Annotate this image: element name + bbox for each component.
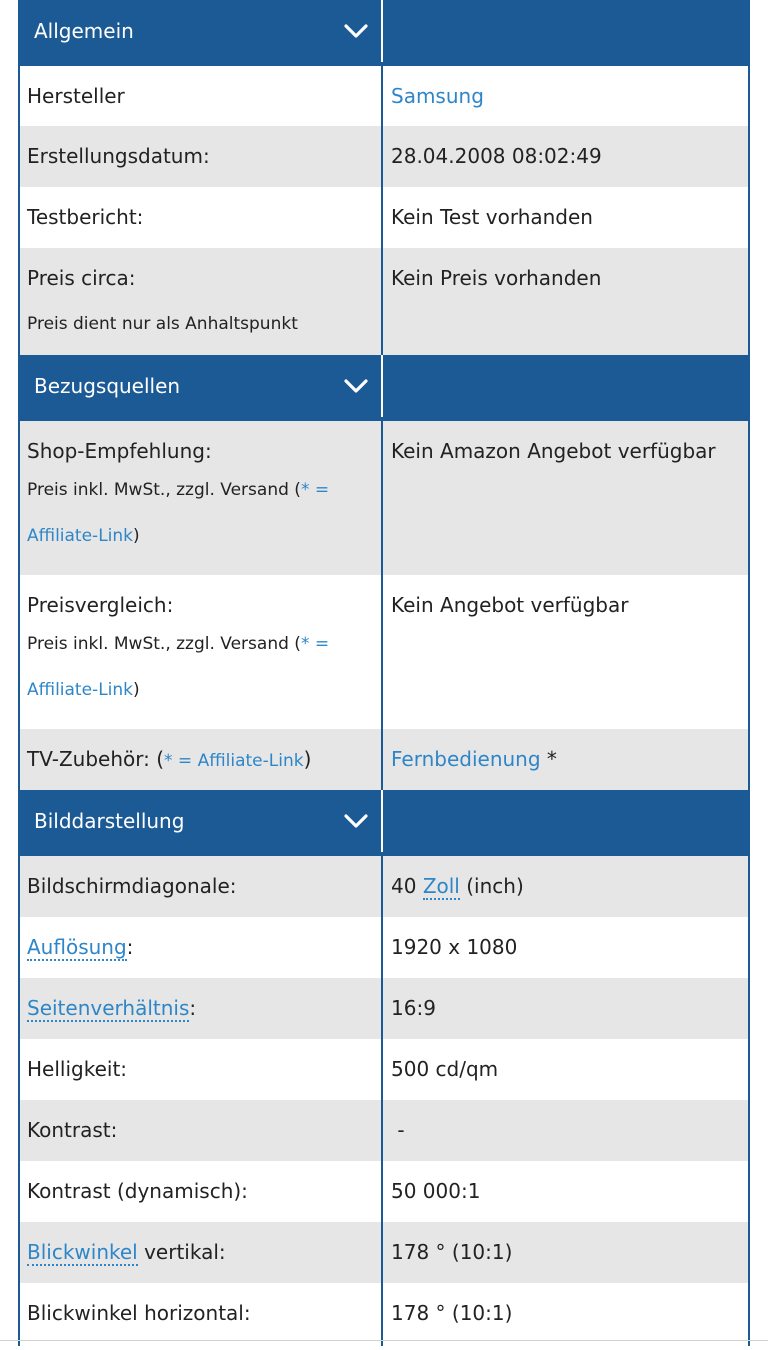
row-value (383, 856, 748, 917)
table-row (20, 1161, 748, 1222)
row-label-cell (20, 421, 383, 575)
row-label: Erstellungsdatum: (20, 126, 383, 187)
row-value: 178 ° (10:1) (391, 1301, 513, 1325)
row-label: Shop-Empfehlung: (27, 439, 212, 463)
section-header-bezugsquellen[interactable] (20, 355, 748, 421)
section-header-left (20, 355, 383, 417)
note-text: ) (133, 526, 140, 546)
row-label: Preisvergleich: (27, 593, 174, 617)
section-header-right (383, 355, 748, 417)
row-label-cell (20, 575, 383, 729)
manufacturer-link[interactable]: Samsung (391, 84, 484, 108)
row-label (20, 978, 383, 1039)
note-text: ) (133, 680, 140, 700)
section-header-left (20, 790, 383, 852)
aufloesung-link[interactable]: Auflösung (27, 935, 127, 959)
row-label: Preis circa: (27, 266, 136, 290)
section-header-left (20, 0, 383, 62)
row-value (383, 729, 748, 790)
row-label: Helligkeit: (20, 1039, 383, 1100)
chevron-down-icon[interactable] (343, 373, 369, 399)
label-text: : (126, 935, 134, 959)
row-value: Kein Angebot verfügbar (391, 593, 629, 617)
note-text: Preis inkl. MwSt., zzgl. Versand ( (27, 634, 301, 654)
row-value: 1920 x 1080 (391, 935, 518, 959)
section-header-allgemein[interactable] (20, 0, 748, 66)
row-label: Hersteller (20, 66, 383, 126)
chevron-down-icon[interactable] (343, 808, 369, 834)
table-row (20, 729, 748, 790)
label-text: ) (303, 747, 312, 771)
section-title: Bezugsquellen (34, 374, 181, 398)
value-text: (inch) (459, 874, 524, 898)
value-text: * (540, 747, 557, 771)
table-row (20, 66, 748, 126)
row-label (20, 917, 383, 978)
row-value: 16:9 (391, 996, 436, 1020)
row-label: Bildschirmdiagonale: (20, 856, 383, 917)
row-label: Kontrast (dynamisch): (20, 1161, 383, 1222)
blickwinkel-link[interactable]: Blickwinkel (27, 1240, 138, 1264)
table-row (20, 1039, 748, 1100)
row-label (20, 729, 383, 790)
row-value: - (391, 1118, 405, 1142)
table-row (20, 1222, 748, 1283)
row-value: 50 000:1 (391, 1179, 481, 1203)
table-row (20, 978, 748, 1039)
table-row (20, 126, 748, 187)
row-value: Kein Preis vorhanden (391, 266, 602, 290)
bottom-divider (0, 1340, 768, 1341)
table-row (20, 575, 748, 729)
affiliate-link[interactable]: * = Affiliate-Link (164, 751, 304, 771)
table-row (20, 187, 748, 248)
section-header-right (383, 0, 748, 62)
spec-table (18, 0, 750, 1346)
row-note (27, 467, 373, 559)
zoll-link[interactable]: Zoll (422, 874, 460, 898)
row-value: Kein Amazon Angebot verfügbar (391, 439, 716, 463)
label-text: vertikal: (137, 1240, 226, 1264)
row-note (27, 621, 373, 713)
label-text: TV-Zubehör: ( (27, 747, 165, 771)
affiliate-link[interactable]: * = Affiliate-Link (27, 480, 330, 546)
table-row (20, 1100, 748, 1161)
chevron-down-icon[interactable] (343, 18, 369, 44)
table-row (20, 1283, 748, 1346)
label-text: : (189, 996, 197, 1020)
section-title: Allgemein (34, 19, 134, 43)
note-text: Preis inkl. MwSt., zzgl. Versand ( (27, 480, 301, 500)
row-value: Kein Test vorhanden (391, 205, 593, 229)
row-label: Kontrast: (20, 1100, 383, 1161)
section-title: Bilddarstellung (34, 809, 185, 833)
section-header-right (383, 790, 748, 852)
table-row (20, 421, 748, 575)
value-text: 40 (391, 874, 423, 898)
row-label-cell (20, 248, 383, 355)
row-note: Preis dient nur als Anhaltspunkt (27, 314, 298, 334)
row-value: 500 cd/qm (391, 1057, 499, 1081)
remote-control-link[interactable]: Fernbedienung (391, 747, 541, 771)
table-row (20, 248, 748, 355)
row-value: 178 ° (10:1) (391, 1240, 513, 1264)
row-label: Testbericht: (20, 187, 383, 248)
seitenverhaeltnis-link[interactable]: Seitenverhältnis (27, 996, 190, 1020)
row-value (383, 66, 748, 126)
row-label (20, 1222, 383, 1283)
row-label: Blickwinkel horizontal: (20, 1283, 383, 1346)
row-value: 28.04.2008 08:02:49 (391, 144, 602, 168)
affiliate-link[interactable]: * = Affiliate-Link (27, 634, 330, 700)
table-row (20, 917, 748, 978)
section-header-bilddarstellung[interactable] (20, 790, 748, 856)
table-row (20, 856, 748, 917)
